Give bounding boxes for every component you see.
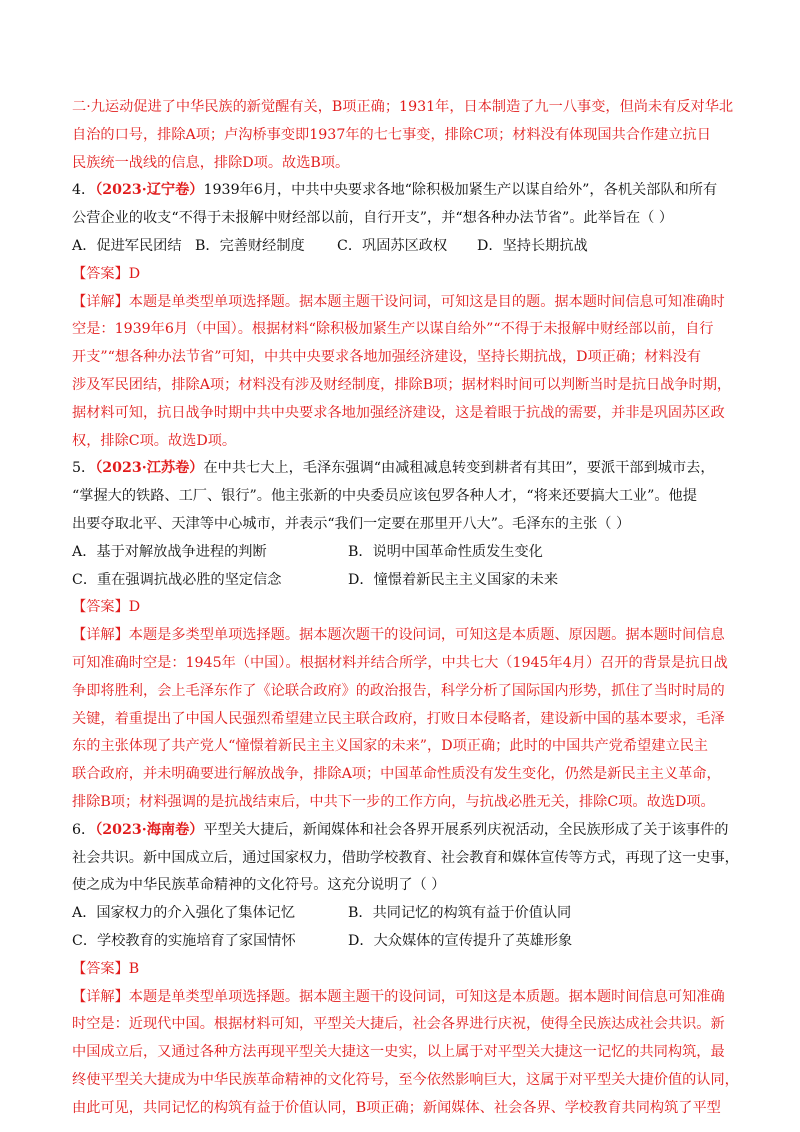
option-d: D．大众媒体的宣传提升了英雄形象 xyxy=(348,932,573,949)
options-row xyxy=(72,567,728,595)
explanation-line: 涉及军民团结，排除A项；材料没有涉及财经制度，排除B项；据材料时间可以判断当时是抗日战争时期， xyxy=(72,376,732,393)
question-stem-line: “掌握大的铁路、工厂、银行”。他主张新的中央委员应该包罗各种人才，“将来还要搞大工业”。他提 xyxy=(72,488,697,505)
explanation-line: 二·九运动促进了中华民族的新觉醒有关，B项正确；1931年，日本制造了九一八事变，但尚未有反对华北 xyxy=(72,99,734,115)
options-row xyxy=(72,928,728,956)
explanation-line: 可知准确时空是：1945年（中国）。根据材料并结合所学，中共七大（1945年4月）召开的背景是抗日战 xyxy=(72,654,728,671)
explanation-line: 联合政府，并未明确要进行解放战争，排除A项；中国革命性质没有发生变化，仍然是新民主主义革命， xyxy=(72,766,721,783)
question-6 xyxy=(72,817,739,1123)
explanation-line: 据材料可知，抗日战争时期中共中央要求各地加强经济建设，这是着眼于抗战的需要，并非是巩固苏区政 xyxy=(72,404,725,421)
explanation-line: 关键，着重提出了中国人民强烈希望建立民主联合政府，打败日本侵略者，建设新中国的基本要求，毛泽 xyxy=(72,710,725,727)
explanation-line: 空是：1939年6月（中国）。根据材料“除积极加紧生产以谋自给外”“不得于未报解中财经部以前，自行 xyxy=(72,321,714,338)
option-d: D．坚持长期抗战 xyxy=(477,237,588,254)
explanation-line: 民族统一战线的信息，排除D项。故选B项。 xyxy=(72,154,350,171)
explanation-line: 终使平型关大捷成为中华民族革命精神的文化符号，至今依然影响巨大，这属于对平型关大捷价值的认同， xyxy=(72,1071,739,1088)
option-c: C．巩固苏区政权 xyxy=(337,237,448,254)
options-row xyxy=(72,233,728,261)
question-stem-line: 出要夺取北平、天津等中心城市，并表示“我们一定要在那里开八大”。毛泽东的主张（ ） xyxy=(72,515,631,532)
explanation-line: 权，排除C项。故选D项。 xyxy=(72,432,237,449)
question-stem-text: 在中共七大上，毛泽东强调“由减租减息转变到耕者有其田”，要派干部到城市去， xyxy=(203,460,715,477)
explanation-line: 【详解】本题是单类型单项选择题。据本题主题干的设问词，可知这是本质题。据本题时间信息可知准确 xyxy=(72,988,725,1005)
question-stem-line xyxy=(72,455,728,483)
options-row xyxy=(72,900,728,928)
option-b: B．完善财经制度 xyxy=(195,237,305,254)
question-number: 5． xyxy=(72,460,96,477)
answer-line: 【答案】D xyxy=(72,265,141,282)
question-stem-line: 公营企业的收支“不得于未报解中财经部以前，自行开支”，并“想各种办法节省”。此举旨在（ ） xyxy=(72,210,674,227)
document-page xyxy=(72,0,739,1122)
option-b: B．共同记忆的构筑有益于价值认同 xyxy=(348,905,572,922)
question-stem-text: 平型关大捷后，新闻媒体和社会各界开展系列庆祝活动，全民族形成了关于该事件的 xyxy=(203,821,729,838)
question-source: （2023·辽宁卷） xyxy=(95,182,204,199)
question-number: 4． xyxy=(72,182,96,199)
option-c: C．重在强调抗战必胜的坚定信念 xyxy=(72,571,282,588)
answer-line: 【答案】D xyxy=(72,599,141,616)
question-number: 6． xyxy=(72,821,96,838)
option-a: A．国家权力的介入强化了集体记忆 xyxy=(72,905,296,922)
option-b: B．说明中国革命性质发生变化 xyxy=(348,543,543,560)
explanation-line: 自治的口号，排除A项；卢沟桥事变即1937年的七七事变，排除C项；材料没有体现国共合作建立抗日 xyxy=(72,126,711,143)
explanation-line: 东的主张体现了共产党人“憧憬着新民主主义国家的未来”，D项正确；此时的中国共产党希望建立民主 xyxy=(72,738,708,755)
explanation-line: 中国成立后，又通过各种方法再现平型关大捷这一史实，以上属于对平型关大捷这一记忆的共同构筑，最 xyxy=(72,1044,725,1061)
explanation-line: 开支”“想各种办法节省”可知，中共中央要求各地加强经济建设，坚持长期抗战，D项正确；材料没有 xyxy=(72,349,702,366)
question-4 xyxy=(72,177,732,455)
option-c: C．学校教育的实施培育了家国情怀 xyxy=(72,932,296,949)
question-source: （2023·江苏卷） xyxy=(95,460,204,477)
question-stem-text: 1939年6月，中共中央要求各地“除积极加紧生产以谋自给外”，各机关部队和所有 xyxy=(203,182,718,199)
question-5 xyxy=(72,455,728,816)
explanation-line: 【详解】本题是单类型单项选择题。据本题主题干设问词，可知这是目的题。据本题时间信息可知准确时 xyxy=(72,293,725,310)
explanation-line: 【详解】本题是多类型单项选择题。据本题次题干的设问词，可知这是本质题、原因题。据本题时间信息 xyxy=(72,627,725,644)
question-stem-line xyxy=(72,817,728,845)
question-stem-line xyxy=(72,177,728,205)
explanation-line: 排除B项；材料强调的是抗战结束后，中共下一步的工作方向，与抗战必胜无关，排除C项。故选D项。 xyxy=(72,793,715,810)
prev-explanation xyxy=(72,94,734,177)
question-source: （2023·海南卷） xyxy=(95,821,204,838)
question-stem-line: 社会共识。新中国成立后，通过国家权力，借助学校教育、社会教育和媒体宣传等方式，再现了这一史事， xyxy=(72,849,739,866)
option-a: A．促进军民团结 xyxy=(72,237,182,254)
explanation-line: 由此可见，共同记忆的构筑有益于价值认同，B项正确；新闻媒体、社会各界、学校教育共同构筑了平型 xyxy=(72,1099,721,1116)
option-d: D．憧憬着新民主主义国家的未来 xyxy=(348,571,559,588)
explanation-line: 争即将胜利，会上毛泽东作了《论联合政府》的政治报告，科学分析了国际国内形势，抓住了当时时局的 xyxy=(72,682,725,699)
answer-line: 【答案】B xyxy=(72,960,140,977)
options-row xyxy=(72,539,728,567)
option-a: A．基于对解放战争进程的判断 xyxy=(72,543,267,560)
explanation-line: 时空是：近现代中国。根据材料可知，平型关大捷后，社会各界进行庆祝，使得全民族达成社会共识。新 xyxy=(72,1016,725,1033)
question-stem-line: 使之成为中华民族革命精神的文化符号。这充分说明了（ ） xyxy=(72,877,446,894)
